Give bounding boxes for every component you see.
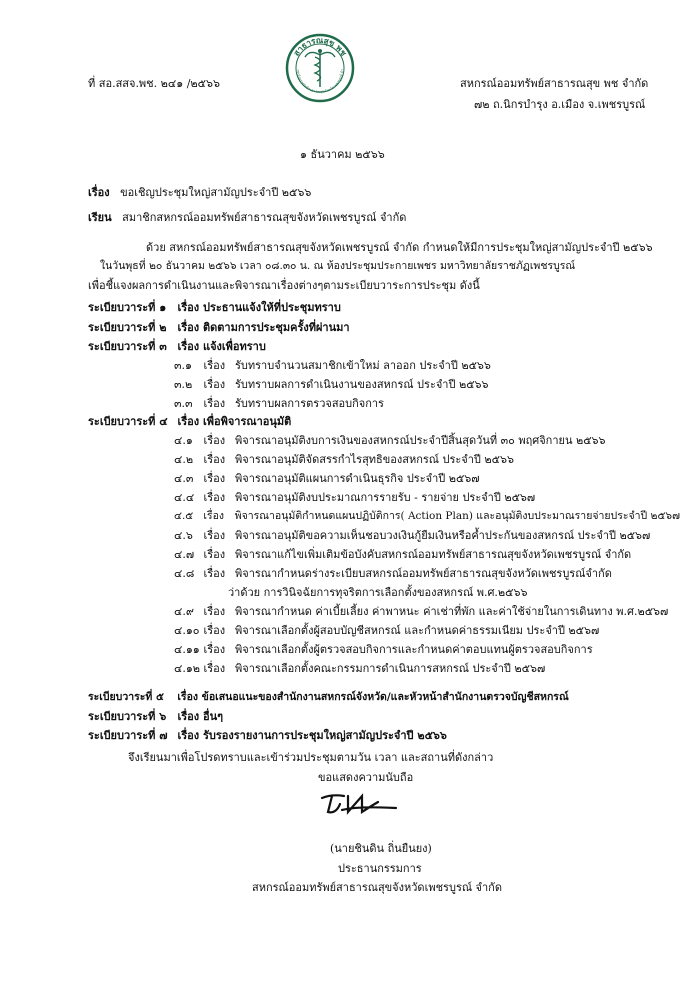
subitem-number: ๔.๕ [174,510,194,522]
agenda-subitem [174,621,599,639]
subitem-keyword: เรื่อง [203,397,226,410]
letter-date: ๑ ธันวาคม ๒๕๖๖ [300,148,385,161]
subitem-number: ๔.๑๑ [174,643,200,656]
subitem-keyword: เรื่อง [203,434,226,447]
subitem-text: พิจารณาเลือกตั้งคณะกรรมการดำเนินการสหกรณ์ ประจำปี ๒๕๖๗ [235,662,546,675]
agenda-subitem [174,545,631,563]
subitem-text: รับทราบจำนวนสมาชิกเข้าใหม่ ลาออก ประจำปี ๒๕๖๖ [235,359,491,372]
agenda-title: เรื่อง อื่นๆ [177,710,224,723]
logo-top-text: สาธารณสุข พช [291,35,349,58]
subitem-keyword: เรื่อง [203,472,226,485]
subitem-text: พิจารณาอนุมัติงบการเงินของสหกรณ์ประจำปีสิ้นสุดวันที่ ๓๐ พฤศจิกายน ๒๕๖๖ [235,434,606,447]
subitem-keyword: เรื่อง [203,529,226,542]
agenda-label: ระเบียบวาระที่ ๒ [88,321,167,334]
closing-regards: ขอแสดงความนับถือ [318,771,414,784]
subitem-number: ๓.๑ [174,359,192,372]
agenda-title: เรื่อง ประธานแจ้งให้ที่ประชุมทราบ [177,301,341,314]
subitem-text: พิจารณาอนุมัติขอความเห็นชอบวงเงินกู้ยืมเงินหรือค้ำประกันของสหกรณ์ ประจำปี ๒๕๖๗ [235,529,651,542]
agenda-subitem [174,602,668,620]
subitem-number: ๔.๒ [174,453,194,466]
subject-text: ขอเชิญประชุมใหญ่สามัญประจำปี ๒๕๖๖ [120,186,312,199]
addressee-line [88,208,406,226]
agenda-label: ระเบียบวาระที่ ๗ [88,729,168,742]
subitem-text: พิจารณาอนุมัติกำหนดแผนปฏิบัติการ( Action Plan) และอนุมัติงบประมาณรายจ่ายประจำปี ๒๕๖๗ [234,510,680,522]
logo-bottom-text: กรณ์ออมทรัพย์สาธารณสุขจังหวัดเพชรบูรณ์ จำ [295,69,345,95]
agenda-subitem [174,564,612,582]
organization-logo [285,33,355,103]
subitem-number: ๓.๓ [174,397,193,410]
subitem-keyword: เรื่อง [203,548,226,561]
subitem-keyword: เรื่อง [203,662,226,675]
subitem-number: ๔.๑๐ [174,624,200,637]
subitem-number: ๔.๓ [174,472,194,485]
agenda-title: เรื่อง รับรองรายงานการประชุมใหญ่สามัญประจำปี ๒๕๖๖ [177,729,447,742]
agenda-label: ระเบียบวาระที่ ๕ [88,691,164,703]
subitem-text: พิจารณาแก้ไขเพิ่มเติมข้อบังคับสหกรณ์ออมทรัพย์สาธารณสุขจังหวัดเพชรบูรณ์ จำกัด [235,548,632,561]
subitem-keyword: เรื่อง [203,359,226,372]
addressee-text: สมาชิกสหกรณ์ออมทรัพย์สาธารณสุขจังหวัดเพชรบูรณ์ จำกัด [122,211,407,224]
agenda-subitem [174,431,606,449]
subitem-keyword: เรื่อง [203,491,226,504]
agenda-item [88,298,341,316]
subitem-text: พิจารณากำหนด ค่าเบี้ยเลี้ยง ค่าพาหนะ ค่าเช่าที่พัก และค่าใช้จ่ายในการเดินทาง พ.ศ.๒๕๖๗ [235,605,669,618]
subitem-continuation: ว่าด้วย การวินิจฉัยการทุจริตการเลือกตั้งของสหกรณ์ พ.ศ.๒๕๖๖ [228,586,528,599]
agenda-title: เรื่อง เพื่อพิจารณาอนุมัติ [177,415,292,428]
agenda-subitem [174,640,593,658]
signatory-position: ประธานกรรมการ [338,862,422,875]
agenda-item [88,337,266,355]
agenda-subitem [174,394,384,412]
agenda-subitem [174,469,480,487]
agenda-title: เรื่อง แจ้งเพื่อทราบ [177,340,266,353]
agenda-title: เรื่อง ข้อเสนอแนะของสำนักงานสหกรณ์จังหวัด/และหัวหน้าสำนักงานตรวจบัญชีสหกรณ์ [177,691,569,703]
subitem-keyword: เรื่อง [203,605,226,618]
agenda-label: ระเบียบวาระที่ ๑ [88,301,167,314]
subitem-keyword: เรื่อง [203,567,226,580]
agenda-subitem [174,526,650,544]
closing-line: จึงเรียนมาเพื่อโปรดทราบและเข้าร่วมประชุมตามวัน เวลา และสถานที่ดังกล่าว [128,751,494,764]
organization-address: ๗๒ ถ.นิกรบำรุง อ.เมือง จ.เพชรบูรณ์ [474,98,646,111]
subitem-number: ๔.๙ [174,605,194,618]
agenda-label: ระเบียบวาระที่ ๔ [88,415,168,428]
subitem-text: พิจารณาอนุมัติจัดสรรกำไรสุทธิของสหกรณ์ ประจำปี ๒๕๖๖ [235,453,514,466]
subject-label: เรื่อง [88,186,110,199]
signatory-organization: สหกรณ์ออมทรัพย์สาธารณสุขจังหวัดเพชรบูรณ์ จำกัด [252,881,502,894]
subitem-keyword: เรื่อง [203,453,226,466]
agenda-subitem [174,356,491,374]
subitem-text: พิจารณาเลือกตั้งผู้สอบบัญชีสหกรณ์ และกำหนดค่าธรรมเนียม ประจำปี ๒๕๖๗ [235,624,600,637]
subitem-keyword: เรื่อง [203,510,225,522]
agenda-title: เรื่อง ติดตามการประชุมครั้งที่ผ่านมา [177,321,350,334]
subitem-number: ๔.๖ [174,529,193,542]
agenda-item [88,726,447,744]
agenda-subitem [174,450,514,468]
agenda-item [88,688,569,705]
subitem-text: พิจารณากำหนดร่างระเบียบสหกรณ์ออมทรัพย์สาธารณสุขจังหวัดเพชรบูรณ์จำกัด [235,567,612,580]
agenda-item [88,707,223,725]
agenda-subitem [174,507,680,524]
reference-number: ที่ สอ.สสจ.พช. ๒๔๑ /๒๕๖๖ [88,77,220,90]
agenda-label: ระเบียบวาระที่ ๖ [88,710,167,723]
subitem-number: ๔.๘ [174,567,195,580]
signature-image [318,790,398,820]
signatory-name: (นายชินดิน ถิ่นยืนยง) [330,842,432,855]
addressee-label: เรียน [88,211,112,224]
subitem-keyword: เรื่อง [203,624,226,637]
agenda-subitem [174,659,545,677]
subitem-text: พิจารณาอนุมัติแผนการดำเนินธุรกิจ ประจำปี ๒๕๖๗ [235,472,480,485]
body-line-1: ด้วย สหกรณ์ออมทรัพย์สาธารณสุขจังหวัดเพชรบูรณ์ จำกัด กำหนดให้มีการประชุมใหญ่สามัญประจำปี ๒๕๖๖ [146,241,653,254]
subitem-keyword: เรื่อง [203,378,226,391]
subitem-text: พิจารณาเลือกตั้งผู้ตรวจสอบกิจการและกำหนดค่าตอบแทนผู้ตรวจสอบกิจการ [235,643,593,656]
subitem-text: รับทราบผลการดำเนินงานของสหกรณ์ ประจำปี ๒๕๖๖ [235,378,489,391]
agenda-label: ระเบียบวาระที่ ๓ [88,340,167,353]
subitem-keyword: เรื่อง [203,643,226,656]
subject-line [88,183,311,201]
subitem-number: ๔.๗ [174,548,195,561]
agenda-item [88,412,291,430]
agenda-subitem [174,488,535,506]
agenda-subitem [174,375,489,393]
subitem-number: ๔.๑ [174,434,193,447]
body-line-2: ในวันพุธที่ ๒๐ ธันวาคม ๒๕๖๖ เวลา ๐๘.๓๐ น. ณ ห้องประชุมประกายเพชร มหาวิทยาลัยราชภัฏเพชรบูรณ์ [100,260,576,272]
subitem-number: ๔.๔ [174,491,195,504]
subitem-text: พิจารณาอนุมัติงบประมาณการรายรับ - รายจ่าย ประจำปี ๒๕๖๗ [235,491,536,504]
body-line-3: เพื่อชี้แจงผลการดำเนินงานและพิจารณาเรื่องต่างๆตามระเบียบวาระการประชุม ดังนี้ [88,279,480,292]
subitem-number: ๓.๒ [174,378,193,391]
subitem-text: รับทราบผลการตรวจสอบกิจการ [235,397,384,410]
subitem-number: ๔.๑๒ [174,662,201,675]
agenda-item [88,318,350,336]
organization-name: สหกรณ์ออมทรัพย์สาธารณสุข พช จำกัด [460,77,649,90]
